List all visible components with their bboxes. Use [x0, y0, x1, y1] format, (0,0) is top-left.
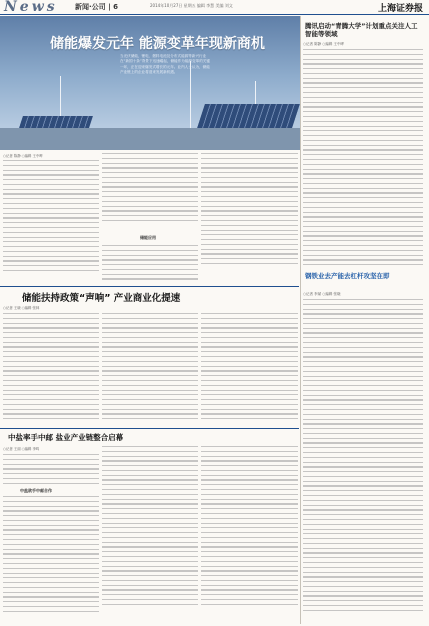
article-subhead: 储能应用 [140, 235, 156, 240]
section-divider [0, 428, 299, 429]
mid-column-2 [102, 313, 198, 423]
masthead [0, 0, 429, 15]
section-divider [0, 286, 299, 287]
sidebar-story2-title: 钢铁业去产能去杠杆攻坚在即 [305, 272, 390, 280]
hero-headline: 储能爆发元年 能源变革年现新商机 [50, 36, 265, 52]
section-label: 新闻·公司 | 6 [75, 3, 118, 11]
sidebar-story2-byline: ○记者 李斌 ○编辑 张晓 [303, 292, 341, 296]
article-column-1 [3, 160, 99, 275]
bottom-subhead: 中盐欲手中邮合作 [20, 488, 52, 493]
bottom-byline: ○记者 王丽 ○编辑 李鸣 [3, 447, 40, 451]
hero-banner [0, 16, 300, 150]
mid-headline: 储能扶持政策“声响” 产业商业化提速 [22, 293, 181, 304]
issue-date: 2014年10月27日 星期五 编辑 李慧 美编 刘文 [150, 3, 233, 8]
sidebar-story2-text [303, 299, 423, 615]
main-byline: ○记者 陈静 ○编辑 王中晔 [3, 154, 43, 158]
sidebar-story1-text [303, 49, 423, 269]
sidebar-story1-title: 腾讯启动“青腾大学”计划重点关注人工智能等领域 [305, 22, 418, 38]
sidebar-story1-byline: ○记者 陈静 ○编辑 王中晔 [303, 42, 344, 46]
newspaper-brand: 上海证券报 [377, 4, 423, 14]
article-column-3 [201, 153, 298, 268]
bottom-column-2 [102, 446, 198, 609]
bottom-column-3 [201, 446, 298, 609]
mid-column-1 [3, 313, 99, 423]
article-column-2 [102, 153, 198, 225]
news-wordmark: News [4, 0, 58, 15]
bottom-column-1 [3, 454, 99, 487]
sidebar-column [301, 20, 427, 626]
mid-byline: ○记者 王晓 ○编辑 张林 [3, 306, 40, 310]
bottom-column-1b [3, 496, 99, 616]
bottom-headline: 中盐率手中邮 盐业产业链整合启幕 [8, 433, 124, 442]
article-column-2b [102, 245, 198, 283]
hero-lead-text: 当光伏储能，锂电、燃料电池及分布式能源等新兴行业在“新国十条”背景下迅速崛起，储能作为能源变革的关键一环，正在迎来爆发式增长的元年。业内人士认为，储能产业链上的企业将迎来发展新机遇。 [120, 54, 210, 75]
hero-ground [0, 128, 300, 150]
mid-column-3 [201, 313, 298, 423]
